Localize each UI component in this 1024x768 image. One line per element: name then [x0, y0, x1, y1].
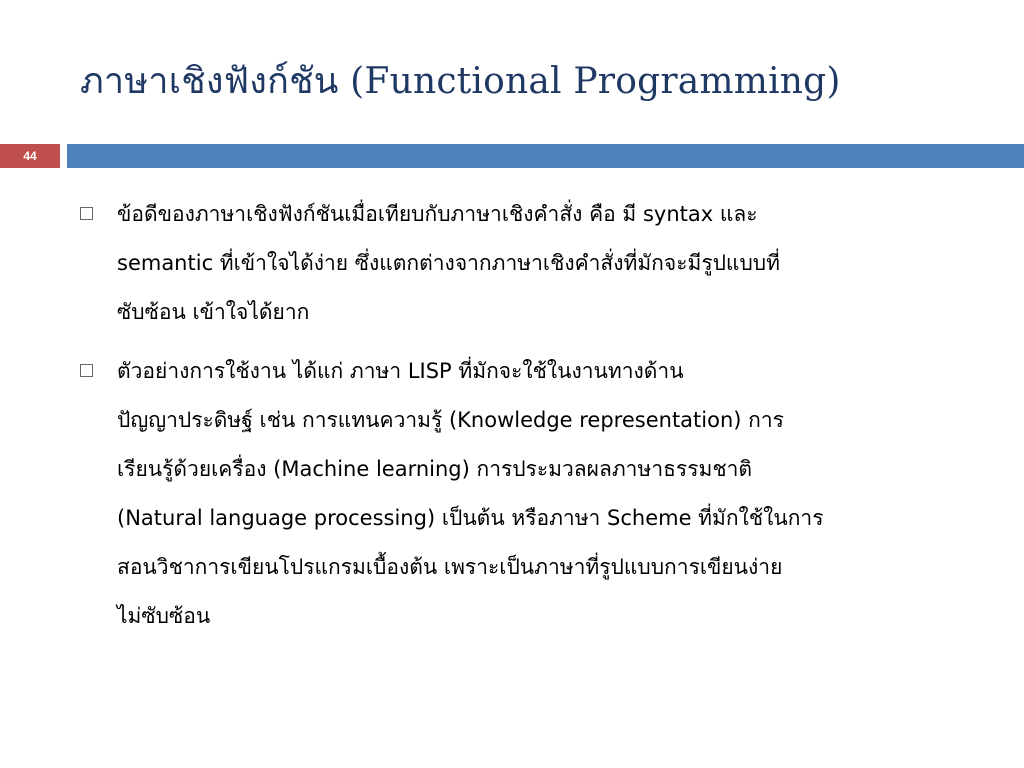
bullet-2-line-6: ไม่ซับซ้อน	[117, 604, 211, 628]
slide-number-badge: 44	[0, 144, 60, 168]
bullet-2-line-5: สอนวิชาการเขียนโปรแกรมเบื้องต้น เพราะเป็นภาษาที่รูปแบบการเขียนง่าย	[117, 555, 783, 579]
bullet-1-line-2: semantic ที่เข้าใจได้ง่าย ซึ่งแตกต่างจากภาษาเชิงคำสั่งที่มักจะมีรูปแบบที่	[117, 251, 780, 275]
square-bullet-icon	[80, 207, 93, 220]
bullet-2-line-3: เรียนรู้ด้วยเครื่อง (Machine learning) การประมวลผลภาษาธรรมชาติ	[117, 457, 753, 481]
bullet-1-line-3: ซับซ้อน เข้าใจได้ยาก	[117, 300, 310, 324]
square-bullet-icon	[80, 364, 93, 377]
slide-title: ภาษาเชิงฟังก์ชัน (Functional Programming)	[80, 61, 841, 102]
bullet-list	[80, 190, 980, 651]
bullet-2-line-2: ปัญญาประดิษฐ์ เช่น การแทนความรู้ (Knowledge representation) การ	[117, 408, 784, 432]
bullet-2-line-1: ตัวอย่างการใช้งาน ได้แก่ ภาษา LISP ที่มักจะใช้ในงานทางด้าน	[117, 359, 684, 383]
bullet-item-1	[80, 190, 980, 337]
bullet-2-line-4: (Natural language processing) เป็นต้น หรือภาษา Scheme ที่มักใช้ในการ	[117, 506, 824, 530]
bullet-item-2	[80, 347, 980, 641]
title-accent-bar	[67, 144, 1024, 168]
bullet-1-line-1: ข้อดีของภาษาเชิงฟังก์ชันเมื่อเทียบกับภาษาเชิงคำสั่ง คือ มี syntax และ	[117, 202, 758, 226]
